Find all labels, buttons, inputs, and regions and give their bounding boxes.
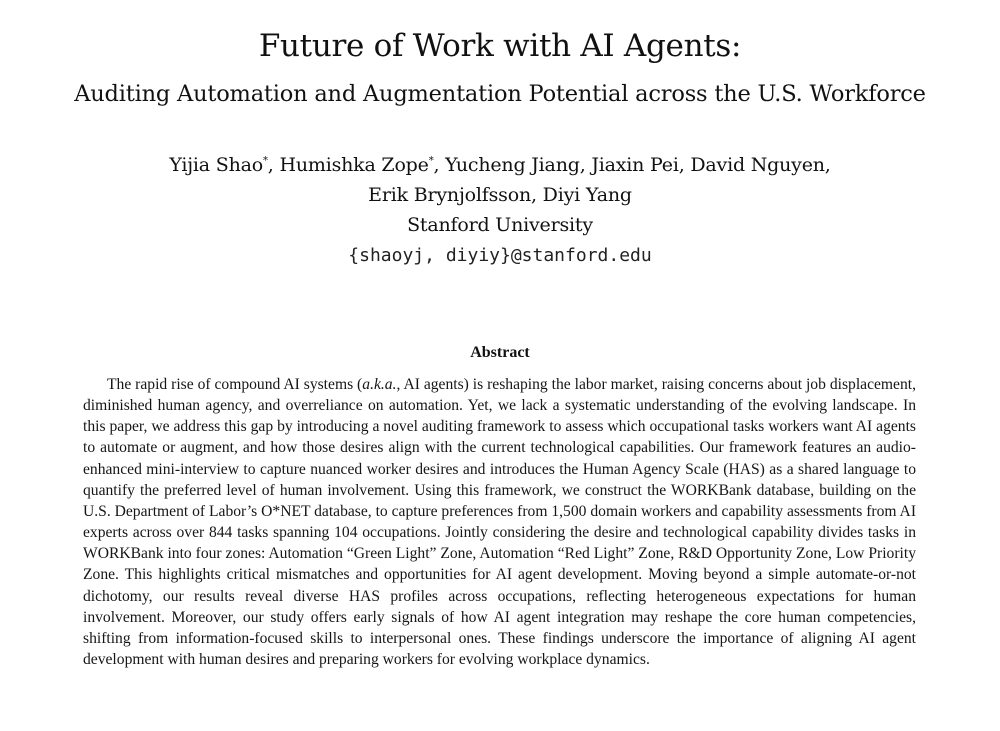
author-line-1 xyxy=(0,150,1000,180)
abstract-heading: Abstract xyxy=(470,344,530,361)
abstract-body xyxy=(83,374,916,670)
paper-title: Future of Work with AI Agents: xyxy=(258,28,742,64)
abstract-aka: a.k.a. xyxy=(362,376,397,393)
abstract-text-start: The rapid rise of compound AI systems ( xyxy=(107,376,363,393)
author-separator: , xyxy=(267,154,280,176)
equal-contribution-mark: * xyxy=(428,155,434,167)
author-name: Humishka Zope xyxy=(279,154,429,176)
author-names-rest: , Yucheng Jiang, Jiaxin Pei, David Nguyen, xyxy=(433,154,831,176)
author-block xyxy=(0,150,1000,240)
paper-subtitle: Auditing Automation and Augmentation Potential across the U.S. Workforce xyxy=(74,81,926,107)
contact-email: {shaoyj, diyiy}@stanford.edu xyxy=(348,245,652,266)
equal-contribution-mark: * xyxy=(262,155,268,167)
affiliation: Stanford University xyxy=(407,214,593,236)
author-line-2: Erik Brynjolfsson, Diyi Yang xyxy=(368,184,632,206)
author-name: Yijia Shao xyxy=(169,154,263,176)
abstract-text-rest: , AI agents) is reshaping the labor market, raising concerns about job displacement, diminished human agency, and overreliance on automation. Yet, we lack a systematic understanding of the evolving landscape. In this paper, we address this gap by introducing a novel auditing framework to assess which occupational tasks workers want AI agents to automate or augment, and how those desires align with the current technological capabilities. Our framework features an audio-enhanced mini-interview to capture nuanced worker desires and introduces the Human Agency Scale (HAS) as a shared language to quantify the preferred level of human involvement. Using this framework, we construct the WORKBank database, building on the U.S. Department of Labor’s O*NET database, to capture preferences from 1,500 domain workers and capability assessments from AI experts across over 844 tasks spanning 104 occupations. Jointly considering the desire and technological capability divides tasks in WORKBank into four zones: Automation “Green Light” Zone, Automation “Red Light” Zone, R&D Opportunity Zone, Low Priority Zone. This highlights critical mismatches and opportunities for AI agent development. Moving beyond a simple automate-or-not dichotomy, our results reveal diverse HAS profiles across occupations, reflecting heterogeneous expectations for human involvement. Moreover, our study offers early signals of how AI agent integration may reshape the core human competencies, shifting from information-focused skills to interpersonal ones. These findings underscore the importance of aligning AI agent development with human desires and preparing workers for evolving workplace dynamics. xyxy=(83,376,917,669)
